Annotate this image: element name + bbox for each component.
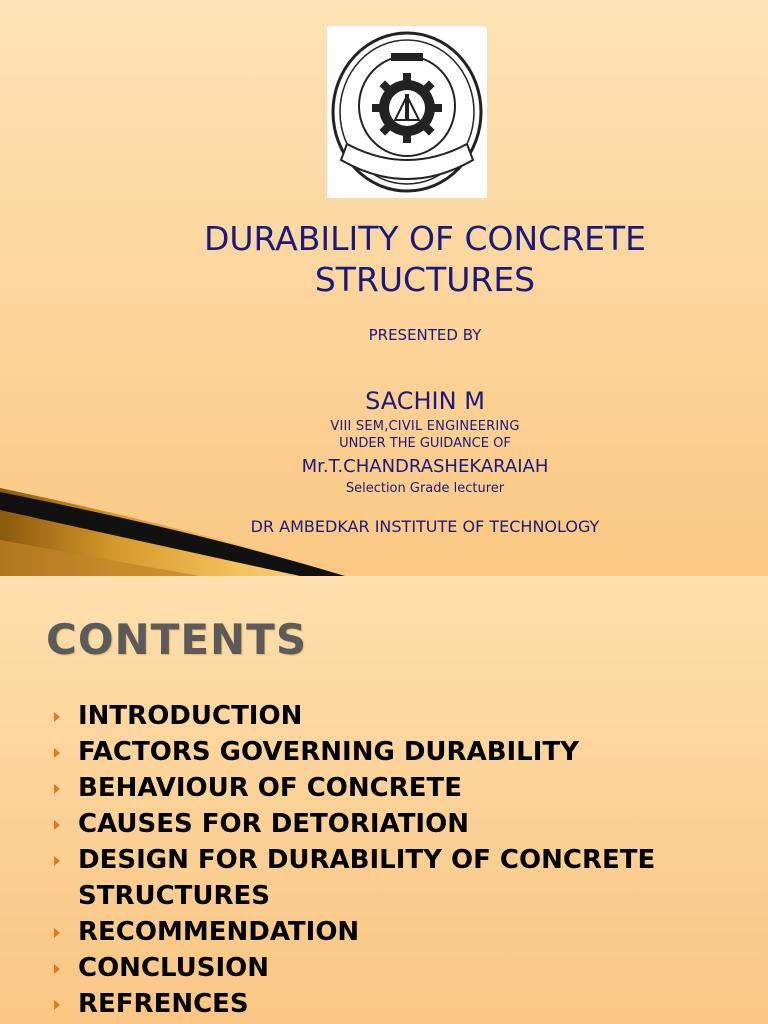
contents-item-label: BEHAVIOUR OF CONCRETE [78,773,462,803]
decorative-swoosh [0,470,768,576]
contents-item [52,842,752,914]
contents-item-label: REFRENCES [78,989,249,1019]
presentation-title: DURABILITY OF CONCRETE STRUCTURES [203,219,646,299]
contents-item [52,698,752,734]
contents-item-label: CAUSES FOR DETORIATION [78,809,469,839]
guide-name: Mr.T.CHANDRASHEKARAIAH [301,456,549,477]
contents-item [52,986,752,1022]
bullet-arrow-icon [54,820,60,830]
contents-item [52,770,752,806]
contents-item [52,734,752,770]
presenter-semester: VIII SEM,CIVIL ENGINEERING [330,419,520,434]
contents-item-label: FACTORS GOVERNING DURABILITY [78,737,579,767]
institute-seal-icon [327,26,487,198]
guide-designation: Selection Grade lecturer [345,481,505,496]
contents-item-label: CONCLUSION [78,953,270,983]
contents-item-label: RECOMMENDATION [78,917,360,947]
contents-item [52,914,752,950]
presenter-name: SACHIN M [365,387,485,415]
bullet-arrow-icon [54,1000,60,1010]
contents-heading: CONTENTS [46,615,308,664]
contents-item-label: DESIGN FOR DURABILITY OF CONCRETE STRUCTURES [78,845,656,911]
bullet-arrow-icon [54,784,60,794]
contents-item [52,806,752,842]
institute-logo [327,26,487,198]
contents-list [52,698,752,1022]
presented-by-label: PRESENTED BY [368,326,482,344]
institute-name: DR AMBEDKAR INSTITUTE OF TECHNOLOGY [250,517,600,536]
bullet-arrow-icon [54,712,60,722]
bullet-arrow-icon [54,964,60,974]
bullet-arrow-icon [54,748,60,758]
bullet-arrow-icon [54,856,60,866]
guidance-label: UNDER THE GUIDANCE OF [339,436,511,451]
contents-item-label: INTRODUCTION [78,701,303,731]
bullet-arrow-icon [54,928,60,938]
contents-item [52,950,752,986]
